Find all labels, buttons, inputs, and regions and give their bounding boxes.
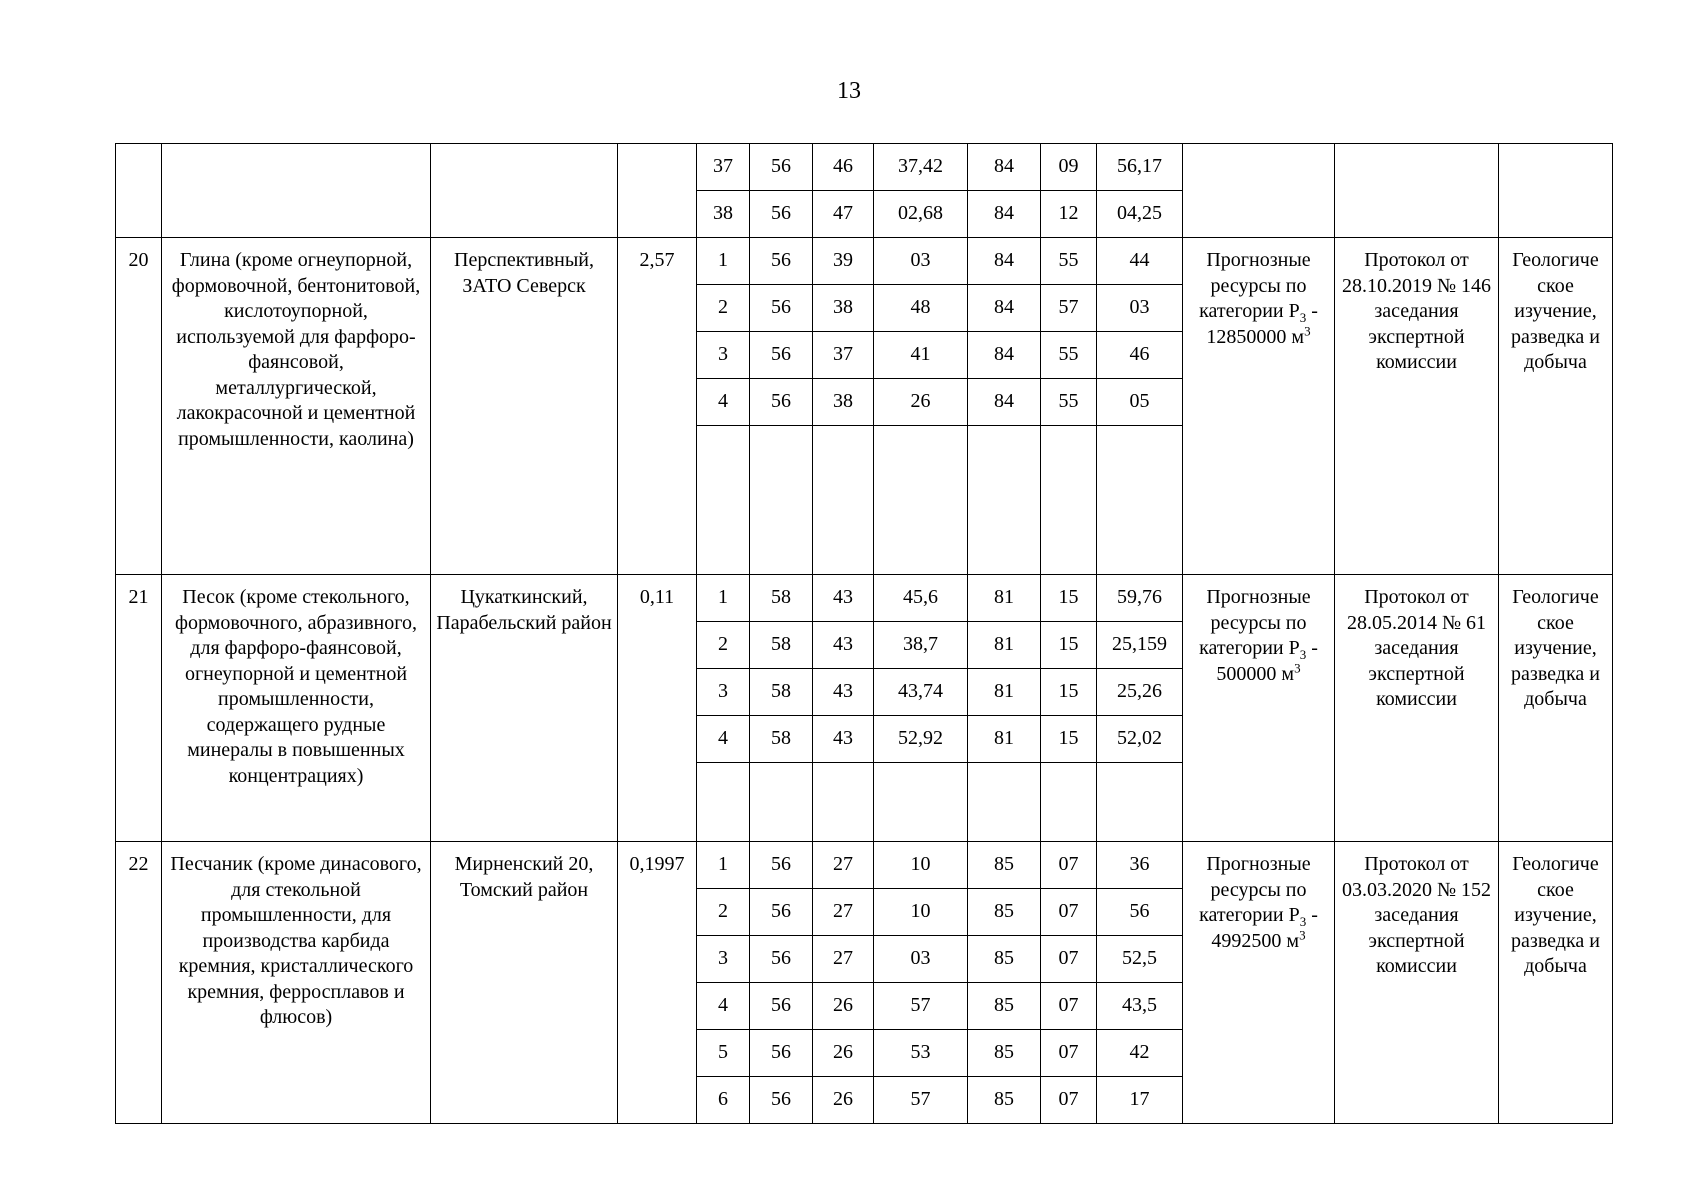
latitude-degrees: 56 xyxy=(750,936,813,983)
longitude-degrees: 84 xyxy=(968,332,1041,379)
site-name: Перспективный, ЗАТО Северск xyxy=(431,238,618,575)
resources-estimate xyxy=(1183,238,1335,575)
empty-coordinate-cell xyxy=(968,763,1041,842)
longitude-degrees: 81 xyxy=(968,622,1041,669)
resources-prefix: Прогнозные ресурсы по категории Р xyxy=(1199,853,1311,926)
empty-protocol-cell xyxy=(1335,144,1499,238)
empty-coordinate-cell xyxy=(813,763,874,842)
table-row xyxy=(116,575,1613,622)
table-row xyxy=(116,144,1613,191)
longitude-degrees: 84 xyxy=(968,379,1041,426)
resources-unit-superscript: 3 xyxy=(1294,659,1301,675)
longitude-seconds: 52,02 xyxy=(1097,716,1183,763)
resources-amount: - 12850000 м xyxy=(1206,300,1318,348)
longitude-seconds: 43,5 xyxy=(1097,983,1183,1030)
latitude-seconds: 02,68 xyxy=(874,191,968,238)
resources-amount: - 500000 м xyxy=(1216,637,1318,685)
latitude-degrees: 56 xyxy=(750,144,813,191)
latitude-degrees: 56 xyxy=(750,191,813,238)
latitude-degrees: 56 xyxy=(750,285,813,332)
point-number: 3 xyxy=(697,936,750,983)
longitude-seconds: 59,76 xyxy=(1097,575,1183,622)
latitude-seconds: 03 xyxy=(874,936,968,983)
mineral-name: Глина (кроме огнеупорной, формовочной, бентонитовой, кислотоупорной, используемой для фарфоро-фаянсовой, металлургической, лакокрасочной и цементной промышленности, каолина) xyxy=(162,238,431,575)
empty-coordinate-cell xyxy=(968,426,1041,575)
empty-coordinate-cell xyxy=(874,763,968,842)
longitude-seconds: 44 xyxy=(1097,238,1183,285)
table-body xyxy=(116,144,1613,1124)
protocol-reference: Протокол от 03.03.2020 № 152 заседания экспертной комиссии xyxy=(1335,842,1499,1124)
longitude-seconds: 46 xyxy=(1097,332,1183,379)
latitude-degrees: 58 xyxy=(750,716,813,763)
resources-category-subscript: 3 xyxy=(1299,914,1307,929)
protocol-reference: Протокол от 28.05.2014 № 61 заседания экспертной комиссии xyxy=(1335,575,1499,842)
latitude-minutes: 38 xyxy=(813,285,874,332)
latitude-minutes: 43 xyxy=(813,575,874,622)
resources-category-subscript: 3 xyxy=(1299,647,1307,662)
longitude-minutes: 55 xyxy=(1041,238,1097,285)
area-value: 2,57 xyxy=(618,238,697,575)
longitude-degrees: 84 xyxy=(968,285,1041,332)
point-number: 1 xyxy=(697,575,750,622)
longitude-seconds: 56 xyxy=(1097,889,1183,936)
area-value: 0,11 xyxy=(618,575,697,842)
latitude-minutes: 47 xyxy=(813,191,874,238)
latitude-seconds: 48 xyxy=(874,285,968,332)
longitude-minutes: 55 xyxy=(1041,332,1097,379)
empty-coordinate-cell xyxy=(1097,426,1183,575)
longitude-minutes: 09 xyxy=(1041,144,1097,191)
longitude-minutes: 12 xyxy=(1041,191,1097,238)
empty-coordinate-cell xyxy=(813,426,874,575)
latitude-minutes: 46 xyxy=(813,144,874,191)
latitude-degrees: 58 xyxy=(750,622,813,669)
longitude-seconds: 52,5 xyxy=(1097,936,1183,983)
empty-coordinate-cell xyxy=(1041,426,1097,575)
latitude-seconds: 38,7 xyxy=(874,622,968,669)
latitude-minutes: 27 xyxy=(813,842,874,889)
longitude-seconds: 17 xyxy=(1097,1077,1183,1124)
latitude-minutes: 43 xyxy=(813,622,874,669)
longitude-degrees: 85 xyxy=(968,842,1041,889)
latitude-seconds: 26 xyxy=(874,379,968,426)
latitude-minutes: 27 xyxy=(813,889,874,936)
point-number: 2 xyxy=(697,622,750,669)
empty-coordinate-cell xyxy=(1097,763,1183,842)
licensing-table xyxy=(115,143,1613,1124)
resources-category-subscript: 3 xyxy=(1299,310,1307,325)
entry-number: 20 xyxy=(116,238,162,575)
longitude-minutes: 15 xyxy=(1041,622,1097,669)
longitude-minutes: 07 xyxy=(1041,842,1097,889)
table-row xyxy=(116,238,1613,285)
point-number: 4 xyxy=(697,716,750,763)
point-number: 38 xyxy=(697,191,750,238)
longitude-seconds: 42 xyxy=(1097,1030,1183,1077)
longitude-degrees: 85 xyxy=(968,1030,1041,1077)
latitude-minutes: 26 xyxy=(813,1077,874,1124)
latitude-seconds: 52,92 xyxy=(874,716,968,763)
longitude-degrees: 84 xyxy=(968,144,1041,191)
point-number: 2 xyxy=(697,285,750,332)
latitude-degrees: 56 xyxy=(750,889,813,936)
latitude-minutes: 43 xyxy=(813,669,874,716)
latitude-minutes: 38 xyxy=(813,379,874,426)
latitude-minutes: 26 xyxy=(813,983,874,1030)
point-number: 1 xyxy=(697,238,750,285)
longitude-minutes: 07 xyxy=(1041,889,1097,936)
empty-coordinate-cell xyxy=(750,763,813,842)
longitude-minutes: 55 xyxy=(1041,379,1097,426)
longitude-degrees: 85 xyxy=(968,889,1041,936)
latitude-seconds: 10 xyxy=(874,889,968,936)
latitude-degrees: 56 xyxy=(750,1030,813,1077)
latitude-degrees: 58 xyxy=(750,669,813,716)
longitude-minutes: 07 xyxy=(1041,1030,1097,1077)
longitude-seconds: 05 xyxy=(1097,379,1183,426)
longitude-seconds: 03 xyxy=(1097,285,1183,332)
empty-coordinate-cell xyxy=(697,763,750,842)
latitude-seconds: 43,74 xyxy=(874,669,968,716)
latitude-degrees: 56 xyxy=(750,238,813,285)
latitude-seconds: 53 xyxy=(874,1030,968,1077)
point-number: 3 xyxy=(697,669,750,716)
empty-purpose-cell xyxy=(1499,144,1613,238)
latitude-seconds: 10 xyxy=(874,842,968,889)
latitude-degrees: 56 xyxy=(750,1077,813,1124)
resources-prefix: Прогнозные ресурсы по категории Р xyxy=(1199,249,1311,322)
longitude-seconds: 25,26 xyxy=(1097,669,1183,716)
mineral-name: Песок (кроме стекольного, формовочного, абразивного, для фарфоро-фаянсовой, огнеупорной и цементной промышленности, содержащего рудные минералы в повышенных концентрациях) xyxy=(162,575,431,842)
longitude-minutes: 07 xyxy=(1041,983,1097,1030)
latitude-seconds: 41 xyxy=(874,332,968,379)
latitude-minutes: 26 xyxy=(813,1030,874,1077)
table-row xyxy=(116,842,1613,889)
resources-unit-superscript: 3 xyxy=(1304,322,1311,338)
point-number: 37 xyxy=(697,144,750,191)
longitude-degrees: 81 xyxy=(968,669,1041,716)
empty-coordinate-cell xyxy=(750,426,813,575)
point-number: 3 xyxy=(697,332,750,379)
longitude-degrees: 85 xyxy=(968,936,1041,983)
protocol-reference: Протокол от 28.10.2019 № 146 заседания экспертной комиссии xyxy=(1335,238,1499,575)
resources-unit-superscript: 3 xyxy=(1299,926,1306,942)
longitude-degrees: 84 xyxy=(968,238,1041,285)
longitude-seconds: 04,25 xyxy=(1097,191,1183,238)
latitude-minutes: 37 xyxy=(813,332,874,379)
longitude-seconds: 25,159 xyxy=(1097,622,1183,669)
point-number: 4 xyxy=(697,379,750,426)
latitude-seconds: 37,42 xyxy=(874,144,968,191)
longitude-seconds: 36 xyxy=(1097,842,1183,889)
area-value: 0,1997 xyxy=(618,842,697,1124)
site-name: Мирненский 20, Томский район xyxy=(431,842,618,1124)
resources-prefix: Прогнозные ресурсы по категории Р xyxy=(1199,586,1311,659)
mineral-name: Песчаник (кроме динасового, для стекольной промышленности, для производства карбида кремния, кристаллического кремния, ферросплавов и флюсов) xyxy=(162,842,431,1124)
longitude-minutes: 07 xyxy=(1041,936,1097,983)
empty-coordinate-cell xyxy=(1041,763,1097,842)
latitude-degrees: 56 xyxy=(750,332,813,379)
entry-number: 22 xyxy=(116,842,162,1124)
point-number: 2 xyxy=(697,889,750,936)
empty-coordinate-cell xyxy=(697,426,750,575)
latitude-degrees: 56 xyxy=(750,983,813,1030)
latitude-seconds: 57 xyxy=(874,1077,968,1124)
entry-number: 21 xyxy=(116,575,162,842)
empty-mineral-cell xyxy=(162,144,431,238)
license-purpose: Геологиче ское изучение, разведка и добыча xyxy=(1499,575,1613,842)
latitude-seconds: 03 xyxy=(874,238,968,285)
page-number: 13 xyxy=(837,78,861,104)
point-number: 6 xyxy=(697,1077,750,1124)
latitude-minutes: 27 xyxy=(813,936,874,983)
longitude-degrees: 85 xyxy=(968,1077,1041,1124)
longitude-minutes: 15 xyxy=(1041,669,1097,716)
site-name: Цукаткинский, Парабельский район xyxy=(431,575,618,842)
resources-estimate xyxy=(1183,575,1335,842)
resources-amount: - 4992500 м xyxy=(1211,904,1318,952)
longitude-minutes: 07 xyxy=(1041,1077,1097,1124)
empty-coordinate-cell xyxy=(874,426,968,575)
point-number: 5 xyxy=(697,1030,750,1077)
longitude-minutes: 15 xyxy=(1041,716,1097,763)
longitude-seconds: 56,17 xyxy=(1097,144,1183,191)
empty-resources-cell xyxy=(1183,144,1335,238)
empty-area-cell xyxy=(618,144,697,238)
empty-site-cell xyxy=(431,144,618,238)
longitude-degrees: 81 xyxy=(968,575,1041,622)
latitude-minutes: 43 xyxy=(813,716,874,763)
resources-estimate xyxy=(1183,842,1335,1124)
latitude-seconds: 45,6 xyxy=(874,575,968,622)
longitude-degrees: 84 xyxy=(968,191,1041,238)
latitude-seconds: 57 xyxy=(874,983,968,1030)
point-number: 1 xyxy=(697,842,750,889)
point-number: 4 xyxy=(697,983,750,1030)
license-purpose: Геологиче ское изучение, разведка и добыча xyxy=(1499,238,1613,575)
longitude-minutes: 57 xyxy=(1041,285,1097,332)
latitude-minutes: 39 xyxy=(813,238,874,285)
longitude-degrees: 81 xyxy=(968,716,1041,763)
latitude-degrees: 56 xyxy=(750,379,813,426)
latitude-degrees: 56 xyxy=(750,842,813,889)
latitude-degrees: 58 xyxy=(750,575,813,622)
license-purpose: Геологиче ское изучение, разведка и добыча xyxy=(1499,842,1613,1124)
longitude-minutes: 15 xyxy=(1041,575,1097,622)
longitude-degrees: 85 xyxy=(968,983,1041,1030)
empty-number-cell xyxy=(116,144,162,238)
